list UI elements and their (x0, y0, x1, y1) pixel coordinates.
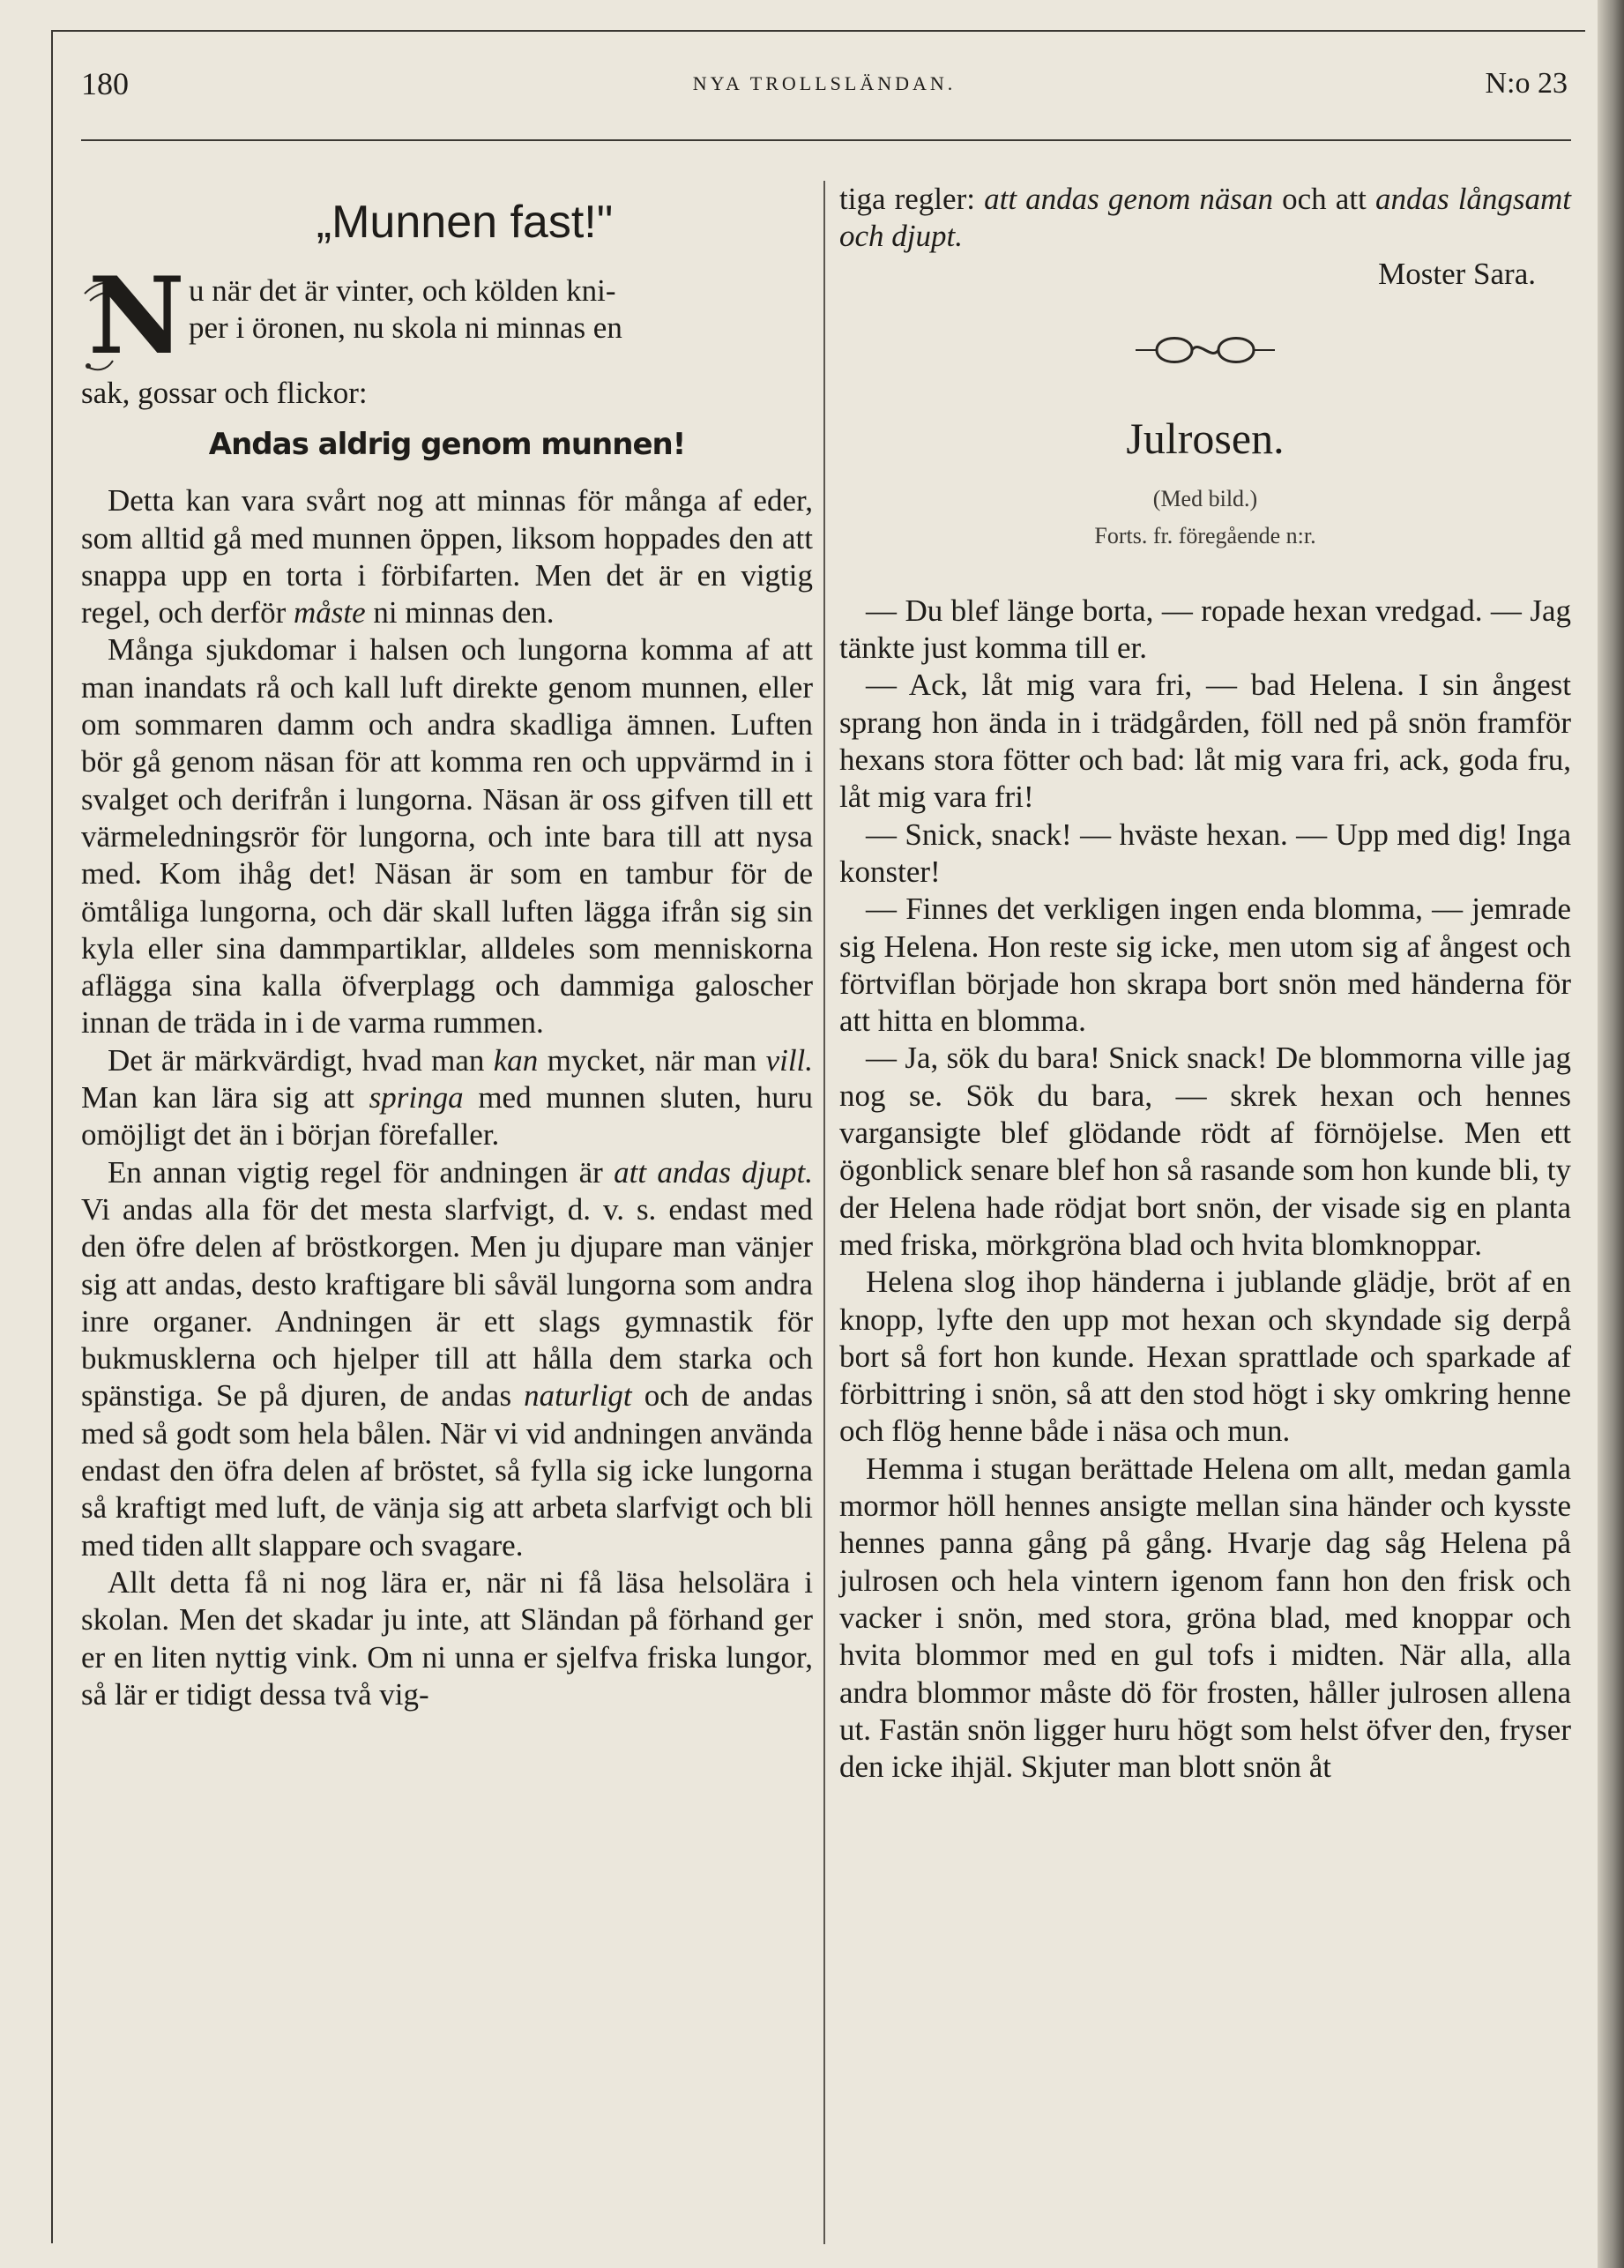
page-header (81, 58, 1568, 111)
story-paragraph-7: Hemma i stugan berättade Helena om allt, medan gamla mormor höll hennes ansigte mellan sina händer och kysste hennes panna gång på gång. Hvarje dag såg Helena på julrosen och hela vintern igenom fann hon den frisk och vacker i snön, med stora, gröna blad, med knoppar och hvita blommor med en gul tofs i midten. När alla, alla andra blommor måste dö för frosten, håller julrosen allena ut. Fastän snön ligger huru högt som helst öfver den, fryser den icke ihjäl. Skjuter man blott snön åt (839, 1451, 1571, 1785)
article-title-munnen: „Munnen fast!" (316, 197, 614, 248)
paragraph-4: En annan vigtig regel för andningen är att andas djupt. Vi andas alla för det mesta slarfvigt, d. v. s. endast med den öfre delen af bröstkorgen. Men ju djupare man vänjer sig att andas, desto kraftigare bli såväl lungorna som andra inre organer. Andningen är ett slags gymnastik för bukmusklerna och hjelper till att hålla dem starka och spänstiga. Se på djuren, de andas naturligt och de andas med så godt som hela bålen. När vi vid andningen använda endast den öfra delen af bröstet, så fylla sig icke lungorna så kraftigt med luft, de vänja sig att arbeta slarfvigt och bli med tiden allt slappare och svagare. (81, 1154, 814, 1563)
left-column (81, 181, 813, 1713)
column-rule (823, 181, 825, 2244)
maxim-heading: Andas aldrig genom munnen! (208, 427, 686, 463)
frame-top-rule (51, 30, 1585, 32)
paragraph-5: Allt detta få ni nog lära er, när ni få läsa helsolära i skolan. Men det skadar ju inte, att Sländan på förhand ger er en liten nyttig vink. Om ni unna er sjelfva friska lungor, så lär er tidigt dessa två vig- (81, 1564, 813, 1712)
intro-line-1: u när det är vinter, och kölden kni- (189, 273, 616, 308)
issue-number: N:o 23 (1485, 67, 1568, 100)
intro-line-3: sak, gossar och flickor: (81, 376, 368, 410)
story-paragraph-1: — Du blef länge borta, — ropade hexan vredgad. — Jag tänkte just komma till er. (839, 593, 1571, 666)
header-rule (81, 139, 1571, 141)
article-subtitle: (Med bild.) (1152, 485, 1258, 511)
flourish-ornament-icon (1130, 324, 1280, 377)
page-number: 180 (81, 66, 129, 101)
story-paragraph-4: — Finnes det verkligen ingen enda blomma, — jemrade sig Helena. Hon reste sig icke, men utom sig af ångest och förtviflan började hon skrapa bort snön med händerna för att hitta en blomma. (839, 892, 1571, 1039)
story-paragraph-2: — Ack, låt mig vara fri, — bad Helena. I sin ångest sprang hon ända in i trädgården, föll ned på snön framför hexans stora fötter och bad: låt mig vara fri, ack, goda fru, låt mig vara fri! (839, 668, 1571, 815)
continuation-paragraph: tiga regler: att andas genom näsan och att andas långsamt och djupt. (839, 182, 1572, 254)
paragraph-2: Många sjukdomar i halsen och lungorna komma af att man inandats rå och kall luft direkte genom munnen, eller om sommaren damm och andra skadliga ämnen. Luften bör gå genom näsan för att komma ren och uppvärmd in i svalget och derifrån i lungorna. Näsan är oss gifven till ett värmeledningsrör för lungorna, och inte bara till att nysa med. Kom ihåg det! Näsan är som en tambur för de ömtåliga lungorna, och där skall luften lägga ifrån sig sin kyla eller sina dammpartiklar, alldeles som menniskorna aflägga sina kalla öfverplagg och dammiga galoscher innan de träda in i de varma rummen. (81, 632, 813, 1041)
article-title-julrosen: Julrosen. (1126, 413, 1285, 463)
right-column (839, 181, 1571, 1786)
drop-cap-letter: N (88, 254, 185, 378)
running-title: NYA TROLLSLÄNDAN. (692, 72, 957, 94)
intro-line-2: per i öronen, nu skola ni minnas en (189, 310, 622, 346)
paragraph-3: Det är märkvärdigt, hvad man kan mycket, när man vill. Man kan lära sig att springa med munnen sluten, huru omöjligt det än i början förefaller. (81, 1042, 814, 1153)
continued-note: Forts. fr. föregående n:r. (1094, 522, 1316, 548)
story-paragraph-6: Helena slog ihop händerna i jublande glädje, bröt af en knopp, lyfte den upp mot hexan och skyndade sig derpå bort så fort hon kunde. Hexan sprattlade och sparkade af förbittring i snön, så att den stod högt i sky omkring henne och flög henne både i näsa och mun. (839, 1265, 1571, 1449)
story-paragraph-5: — Ja, sök du bara! Snick snack! De blommorna ville jag nog se. Sök du bara, — skrek hexan och hennes vargansigte blef glödande rödt af förnöjelse. Men ett ögonblick senare blef hon så rasande som hon kunde bli, ty der Helena hade rödjat bort snön, der visade sig en planta med friska, mörkgröna blad och hvita blomknoppar. (839, 1041, 1571, 1262)
intro-paragraph (81, 254, 813, 412)
author-signature: Moster Sara. (1378, 256, 1536, 291)
page-edge-shadow (1598, 0, 1624, 2268)
drop-cap (81, 254, 185, 378)
paragraph-1: Detta kan vara svårt nog att minnas för många af eder, som alltid gå med munnen öppen, liksom hoppades den att snappa upp en torta i förbifarten. Men det är en vigtig regel, och derför måste ni minnas den. (81, 483, 813, 630)
section-divider (839, 310, 1571, 390)
frame-left-rule (51, 30, 53, 2243)
story-paragraph-3: — Snick, snack! — hväste hexan. — Upp med dig! Inga konster! (839, 817, 1571, 889)
